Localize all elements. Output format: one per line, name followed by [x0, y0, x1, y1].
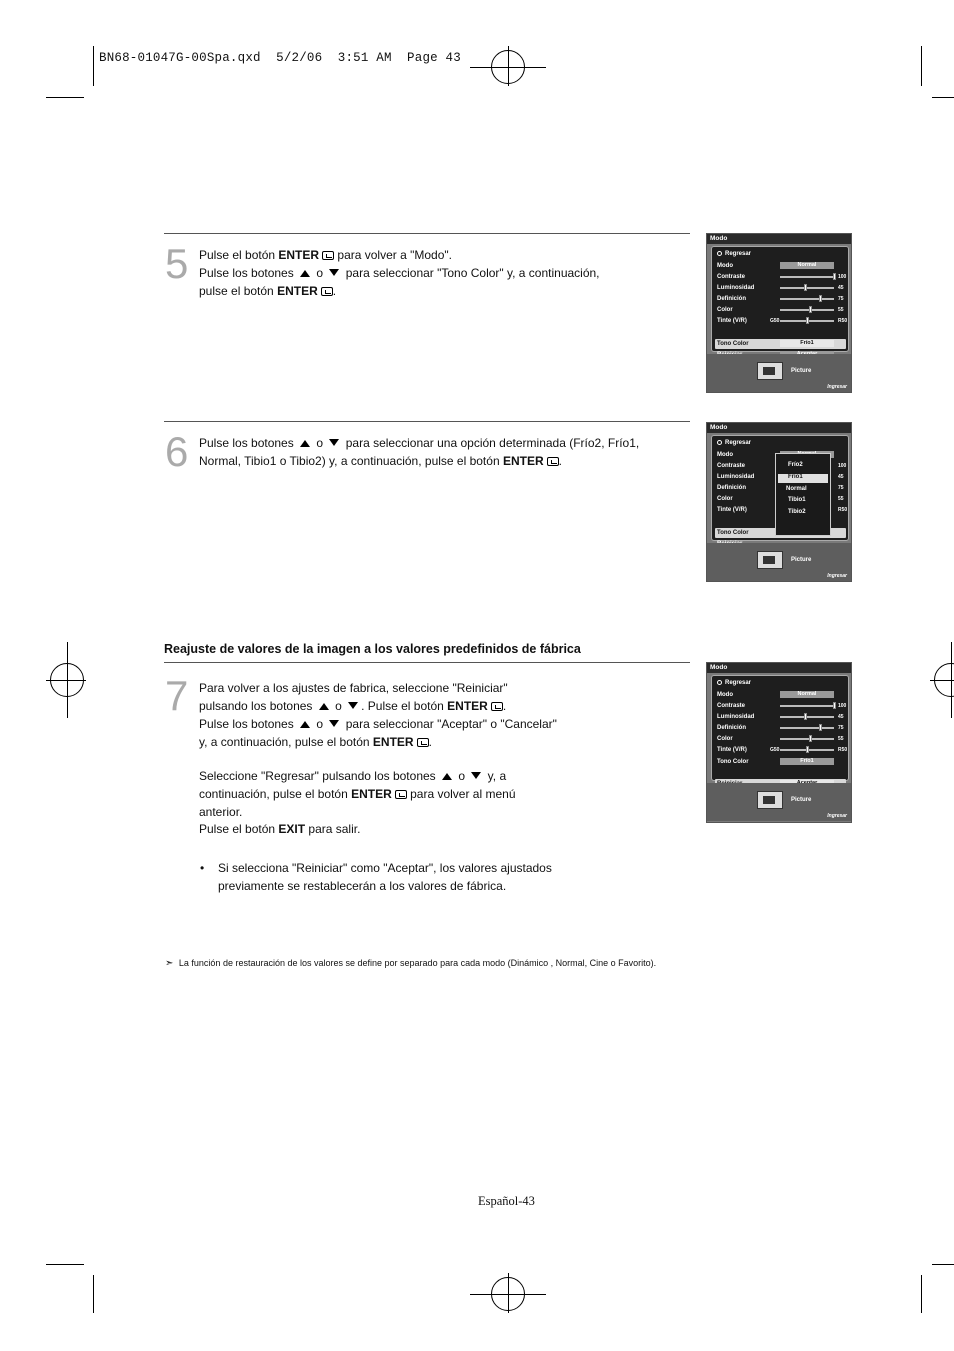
- menu-item-luminosidad: Luminosidad: [717, 285, 755, 291]
- slider-luminosidad: [780, 287, 834, 289]
- footnote: ➣ La función de restauración de los valores se define por separado para cada modo (Dinámico , Normal, Cine o Favorito).: [165, 958, 657, 969]
- menu-title: Modo: [707, 234, 851, 244]
- step-number: 6: [165, 428, 189, 475]
- enter-icon: [547, 457, 559, 466]
- tv-menu-screenshot: [706, 233, 852, 393]
- step-7-line-7: anterior.: [199, 805, 243, 819]
- menu-item-luminosidad: Luminosidad: [717, 474, 755, 480]
- step-7-line-6: continuación, pulse el botón ENTER para volver al menú: [199, 787, 516, 801]
- picture-icon: [757, 791, 783, 809]
- menu-item-definicion: Definición: [717, 296, 747, 302]
- crop-mark: [932, 1264, 954, 1265]
- menu-value-contraste: 100: [838, 703, 847, 709]
- slider-knob: [806, 317, 809, 324]
- ingresar-label: Ingresar: [827, 573, 847, 579]
- enter-icon: [322, 251, 334, 260]
- menu-title: Modo: [707, 423, 851, 433]
- bullet-line-1: Si selecciona "Reiniciar" como "Aceptar", los valores ajustados: [218, 861, 552, 875]
- up-arrow-icon: [442, 773, 452, 780]
- menu-value-tono-color: Frío1: [780, 758, 834, 765]
- step-7-line-4: y, a continuación, pulse el botón ENTER .: [199, 735, 432, 749]
- menu-panel: [711, 435, 849, 541]
- crop-mark: [921, 1275, 922, 1313]
- slider-knob: [833, 702, 836, 709]
- slider-knob: [819, 724, 822, 731]
- step-5-line-1: Pulse el botón ENTER para volver a "Modo".: [199, 248, 452, 262]
- section-rule: [164, 662, 690, 663]
- crop-mark: [93, 46, 94, 86]
- slider-knob: [806, 746, 809, 753]
- menu-value-tono-color: Frío1: [780, 340, 834, 347]
- step-number: 7: [165, 672, 189, 719]
- menu-value-definicion: 75: [838, 296, 844, 302]
- tono-color-popup: [775, 453, 831, 536]
- slider-definicion: [780, 298, 834, 300]
- slider-luminosidad: [780, 716, 834, 718]
- enter-icon: [395, 790, 407, 799]
- step-7-line-2: pulsando los botones o . Pulse el botón ENTER .: [199, 699, 507, 713]
- ingresar-label: Ingresar: [827, 813, 847, 819]
- section-rule: [164, 421, 690, 422]
- slider-contraste: [780, 705, 834, 707]
- menu-value-definicion: 75: [838, 485, 844, 491]
- up-arrow-icon: [300, 440, 310, 447]
- slider-contraste: [780, 276, 834, 278]
- bullet-line-2: previamente se restablecerán a los valores de fábrica.: [218, 879, 507, 893]
- menu-item-color: Color: [717, 307, 733, 313]
- menu-footer: [707, 543, 851, 581]
- menu-item-tinte: Tinte (V/R): [717, 747, 747, 753]
- menu-item-color: Color: [717, 736, 733, 742]
- picture-icon: [757, 362, 783, 380]
- popup-option[interactable]: Tibio1: [788, 497, 806, 503]
- step-5-line-2: Pulse los botones o para seleccionar "Tono Color" y, a continuación,: [199, 266, 600, 280]
- menu-value-tinte-g: G50: [770, 318, 780, 324]
- menu-item-tono-color: Tono Color: [717, 341, 749, 347]
- crop-mark: [46, 1264, 84, 1265]
- menu-panel: [711, 675, 849, 781]
- tv-menu-screenshot: [706, 422, 852, 582]
- enter-icon: [491, 702, 503, 711]
- slider-knob: [833, 273, 836, 280]
- step-5-line-3: pulse el botón ENTER .: [199, 284, 337, 298]
- menu-value-luminosidad: 45: [838, 285, 844, 291]
- menu-footer: [707, 354, 851, 392]
- menu-item-contraste: Contraste: [717, 463, 746, 469]
- step-6-line-1: Pulse los botones o para seleccionar una opción determinada (Frío2, Frío1,: [199, 436, 640, 450]
- step-7-line-5: Seleccione "Regresar" pulsando los botones o y, a: [199, 769, 507, 783]
- down-arrow-icon: [329, 439, 339, 446]
- down-arrow-icon: [329, 269, 339, 276]
- up-arrow-icon: [300, 721, 310, 728]
- step-7-line-1: Para volver a los ajustes de fabrica, seleccione "Reiniciar": [199, 681, 508, 695]
- picture-label: Picture: [791, 557, 812, 563]
- down-arrow-icon: [329, 720, 339, 727]
- slider-color: [780, 738, 834, 740]
- return-icon: [717, 680, 722, 685]
- popup-option[interactable]: Normal: [786, 486, 807, 492]
- menu-value-contraste: 100: [838, 463, 847, 469]
- slider-knob: [819, 295, 822, 302]
- menu-item-luminosidad: Luminosidad: [717, 714, 755, 720]
- slider-color: [780, 309, 834, 311]
- menu-panel: [711, 246, 849, 352]
- menu-item-modo: Modo: [717, 452, 733, 458]
- up-arrow-icon: [300, 270, 310, 277]
- menu-value-color: 55: [838, 307, 844, 313]
- down-arrow-icon: [348, 702, 358, 709]
- menu-value-tinte-r: R50: [838, 318, 848, 324]
- menu-item-tono-color: Tono Color: [717, 530, 749, 536]
- menu-item-tinte: Tinte (V/R): [717, 507, 747, 513]
- bullet: •: [200, 861, 205, 875]
- popup-option[interactable]: Tibio2: [788, 509, 806, 515]
- menu-value-color: 55: [838, 496, 844, 502]
- menu-item-color: Color: [717, 496, 733, 502]
- popup-option-selected[interactable]: Frío1: [788, 474, 803, 480]
- menu-value-contraste: 100: [838, 274, 847, 280]
- crop-mark: [93, 1275, 94, 1313]
- slider-knob: [804, 713, 807, 720]
- menu-item-regresar: Regresar: [717, 678, 751, 688]
- menu-value-modo: Normal: [780, 262, 834, 269]
- popup-option[interactable]: Frío2: [788, 462, 803, 468]
- menu-value-tinte-r: R50: [838, 747, 848, 753]
- menu-value-tinte-r: R50: [838, 507, 848, 513]
- menu-value-color: 55: [838, 736, 844, 742]
- slider-knob: [809, 735, 812, 742]
- up-arrow-icon: [319, 703, 329, 710]
- menu-item-definicion: Definición: [717, 485, 747, 491]
- enter-icon: [321, 287, 333, 296]
- step-6-line-2: Normal, Tibio1 o Tibio2) y, a continuación, pulse el botón ENTER .: [199, 454, 562, 468]
- picture-label: Picture: [791, 368, 812, 374]
- slider-knob: [809, 306, 812, 313]
- section-title: Reajuste de valores de la imagen a los valores predefinidos de fábrica: [164, 642, 581, 656]
- step-number: 5: [165, 240, 189, 287]
- arrow-note-icon: ➣: [165, 958, 174, 969]
- menu-item-contraste: Contraste: [717, 703, 746, 709]
- crop-mark: [932, 97, 954, 98]
- picture-label: Picture: [791, 797, 812, 803]
- menu-title: Modo: [707, 663, 851, 673]
- menu-item-contraste: Contraste: [717, 274, 746, 280]
- ingresar-label: Ingresar: [827, 384, 847, 390]
- slider-definicion: [780, 727, 834, 729]
- menu-item-tono-color: Tono Color: [717, 759, 749, 765]
- crop-mark: [921, 46, 922, 86]
- return-icon: [717, 440, 722, 445]
- menu-item-definicion: Definición: [717, 725, 747, 731]
- crop-mark: [46, 97, 84, 98]
- menu-value-luminosidad: 45: [838, 474, 844, 480]
- page-number: Español-43: [478, 1194, 535, 1208]
- slider-knob: [804, 284, 807, 291]
- menu-item-tinte: Tinte (V/R): [717, 318, 747, 324]
- menu-item-regresar: Regresar: [717, 438, 751, 448]
- menu-footer: [707, 783, 851, 821]
- menu-value-luminosidad: 45: [838, 714, 844, 720]
- step-7-line-8: Pulse el botón EXIT para salir.: [199, 822, 361, 836]
- enter-icon: [417, 738, 429, 747]
- section-rule: [164, 233, 690, 234]
- menu-item-modo: Modo: [717, 692, 733, 698]
- down-arrow-icon: [471, 772, 481, 779]
- menu-value-definicion: 75: [838, 725, 844, 731]
- step-7-line-3: Pulse los botones o para seleccionar "Aceptar" o "Cancelar": [199, 717, 557, 731]
- menu-item-modo: Modo: [717, 263, 733, 269]
- menu-value-tinte-g: G50: [770, 747, 780, 753]
- return-icon: [717, 251, 722, 256]
- picture-icon: [757, 551, 783, 569]
- tv-menu-screenshot: [706, 662, 852, 823]
- menu-item-regresar: Regresar: [717, 249, 751, 259]
- menu-value-modo: Normal: [780, 691, 834, 698]
- file-header: BN68-01047G-00Spa.qxd 5/2/06 3:51 AM Page 43: [99, 51, 461, 65]
